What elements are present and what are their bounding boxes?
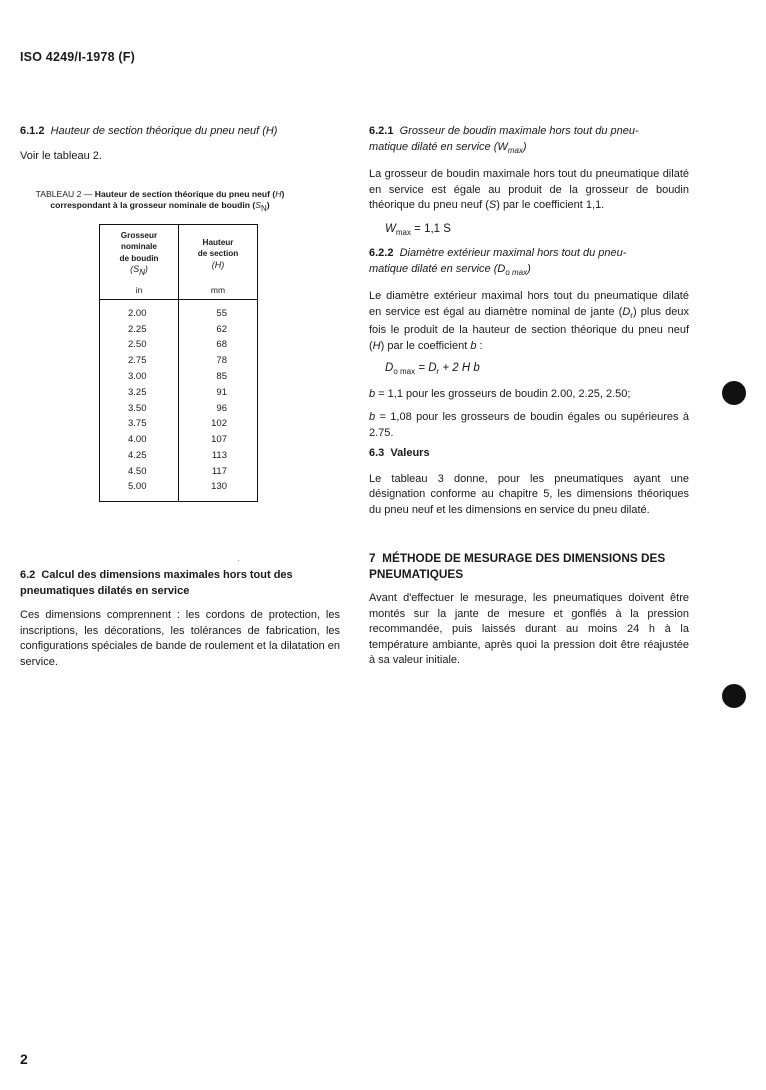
section-title-line-2: pneumatiques dilatés en service	[20, 584, 190, 597]
section-text: Voir le tableau 2.	[20, 149, 102, 162]
bead-size-cell: 2.75	[100, 353, 179, 369]
section-title-line-1: Diamètre extérieur maximal hors tout du pneu-	[399, 247, 627, 259]
table-row	[100, 322, 258, 338]
bead-size-cell: 2.50	[100, 337, 179, 353]
table-row	[100, 448, 258, 464]
section-title-sub: o max	[505, 267, 528, 277]
section-height-cell: 102	[179, 416, 258, 432]
bead-size-cell: 3.00	[100, 369, 179, 385]
table-row	[100, 337, 258, 353]
section-height-cell: 113	[179, 448, 258, 464]
section-title-line-2: matique dilaté en service (D	[369, 262, 506, 275]
section-title: Valeurs	[390, 447, 430, 459]
section-6-2-1	[369, 124, 689, 240]
section-6-2-2	[369, 246, 689, 441]
bead-size-cell: 4.25	[100, 448, 179, 464]
col-2-header-line: de section	[197, 249, 239, 259]
table-row	[100, 385, 258, 401]
caption-sn-sub: N	[260, 204, 267, 213]
bead-size-cell: 3.50	[100, 400, 179, 416]
section-number: 6.1.2	[20, 125, 45, 137]
bead-size-cell: 3.75	[100, 416, 179, 432]
section-title-line-2: PNEUMATIQUES	[369, 566, 464, 581]
table-row	[100, 432, 258, 448]
section-height-cell: 62	[179, 322, 258, 338]
caption-prefix: TABLEAU 2 —	[35, 189, 93, 199]
section-height-cell: 85	[179, 369, 258, 385]
section-title: Hauteur de section théorique du pneu neuf (H)	[50, 125, 278, 137]
section-height-cell: 130	[179, 479, 258, 501]
coefficient-b-line-2: b = 1,08 pour les grosseurs de boudin égales ou supérieures à 2.75.	[369, 411, 689, 439]
section-6-1-2-heading	[20, 124, 340, 140]
section-text: Le diamètre extérieur maximal hors tout du pneumatique dilaté en service est égal au diamètre nominal de jante $(D_r)$ plus deux fois le produit de la hauteur de section théorique du pneu neuf (H) par le coefficient b :	[369, 290, 689, 352]
binding-hole-mark	[722, 684, 746, 708]
col-1-header-line: Grosseur	[120, 230, 158, 240]
bead-size-cell: 2.00	[100, 300, 179, 322]
section-6-2-heading	[20, 568, 340, 599]
bead-size-cell: 5.00	[100, 479, 179, 501]
section-title-end: )	[527, 262, 531, 275]
col-2-header	[179, 225, 258, 284]
equation-d-max: $D_{o max} = D_r + 2$ H b	[385, 362, 480, 376]
table-2-caption	[0, 189, 320, 214]
section-text: Le tableau 3 donne, pour les pneumatiques ayant une désignation conforme au chapitre 5, les dimensions théoriques du pneu neuf et les dimensions en service du pneu dilaté.	[369, 472, 689, 516]
col-1-unit: in	[100, 283, 179, 300]
section-height-cell: 117	[179, 464, 258, 480]
table-row	[100, 369, 258, 385]
section-6-3-heading	[369, 446, 689, 462]
section-height-cell: 91	[179, 385, 258, 401]
bead-size-cell: 4.50	[100, 464, 179, 480]
table-row	[100, 400, 258, 416]
document-id: ISO 4249/I-1978 (F)	[20, 50, 135, 64]
section-title-end: )	[522, 140, 527, 153]
col-2-unit: mm	[179, 283, 258, 300]
section-6-3	[369, 446, 689, 518]
section-height-cell: 55	[179, 300, 258, 322]
section-7	[369, 551, 689, 669]
caption-h: H	[275, 189, 282, 199]
section-6-2-2-heading	[369, 246, 689, 280]
stray-mark: ·	[237, 555, 240, 565]
section-height-cell: 68	[179, 337, 258, 353]
caption-bold-2: )	[281, 189, 285, 199]
section-6-2-1-heading	[369, 124, 689, 158]
bead-size-cell: 4.00	[100, 432, 179, 448]
col-1-header	[100, 225, 179, 284]
caption-sn: S	[255, 200, 261, 210]
table-row	[100, 353, 258, 369]
caption-line-2: correspondant à la grosseur nominale de boudin (	[50, 200, 256, 210]
col-1-header-line: nominale	[121, 242, 157, 251]
section-height-cell: 78	[179, 353, 258, 369]
section-number: 6.2.2	[369, 247, 394, 259]
section-6-2	[20, 568, 340, 670]
table-2	[99, 224, 258, 502]
col-2-header-line: Hauteur	[202, 237, 234, 247]
section-7-heading	[369, 551, 689, 582]
section-number: 6.3	[369, 447, 385, 459]
bead-size-cell: 3.25	[100, 385, 179, 401]
table-row	[100, 416, 258, 432]
col-1-header-line: de boudin	[119, 253, 159, 263]
section-text: La grosseur de boudin maximale hors tout du pneumatique dilaté en service est égale au produit de la grosseur de boudin théorique du pneu neuf (S) par le coefficient 1,1.	[369, 168, 689, 211]
section-height-cell: 107	[179, 432, 258, 448]
section-number: 6.2.1	[369, 125, 394, 137]
section-title-line-1: Grosseur de boudin maximale hors tout du pneu-	[399, 125, 639, 137]
col-1-symbol: $(S_N)$	[130, 264, 148, 277]
binding-hole-mark	[722, 381, 746, 405]
section-title-line-1: MÉTHODE DE MESURAGE DES DIMENSIONS DES	[382, 551, 666, 565]
table-row	[100, 464, 258, 480]
section-title-line-1: Calcul des dimensions maximales hors tout des	[41, 569, 293, 581]
equation-w-max: $W_{max} = 1,1$ S	[385, 222, 451, 237]
page-number: 2	[20, 1051, 28, 1067]
coefficient-b-line-1: b = 1,1 pour les grosseurs de boudin 2.00, 2.25, 2.50;	[369, 387, 631, 400]
caption-line-2-end: )	[266, 200, 270, 210]
section-6-1-2	[20, 124, 340, 164]
section-text: Ces dimensions comprennent : les cordons de protection, les inscriptions, les décorations, les tolérances de fabrication, les configurations spéciales de bande de roulement et la dilatation en service.	[20, 609, 340, 668]
col-2-symbol: (H)	[211, 259, 225, 270]
section-text: Avant d'effectuer le mesurage, les pneumatiques doivent être montés sur la jante de mesure et gonflés à la pression recommandée, puis laissés durant au moins 24 h à la température ambiante, après quoi la pression doit être réajustée à sa valeur initiale.	[369, 592, 689, 666]
bead-size-cell: 2.25	[100, 322, 179, 338]
table-row	[100, 479, 258, 501]
table-row	[100, 300, 258, 322]
section-title-sub: max	[507, 145, 523, 155]
section-number: 6.2	[20, 569, 36, 581]
section-number: 7	[369, 551, 376, 565]
caption-bold-1: Hauteur de section théorique du pneu neuf (	[94, 189, 276, 199]
section-height-cell: 96	[179, 400, 258, 416]
section-title-line-2: matique dilaté en service (W	[369, 140, 508, 153]
